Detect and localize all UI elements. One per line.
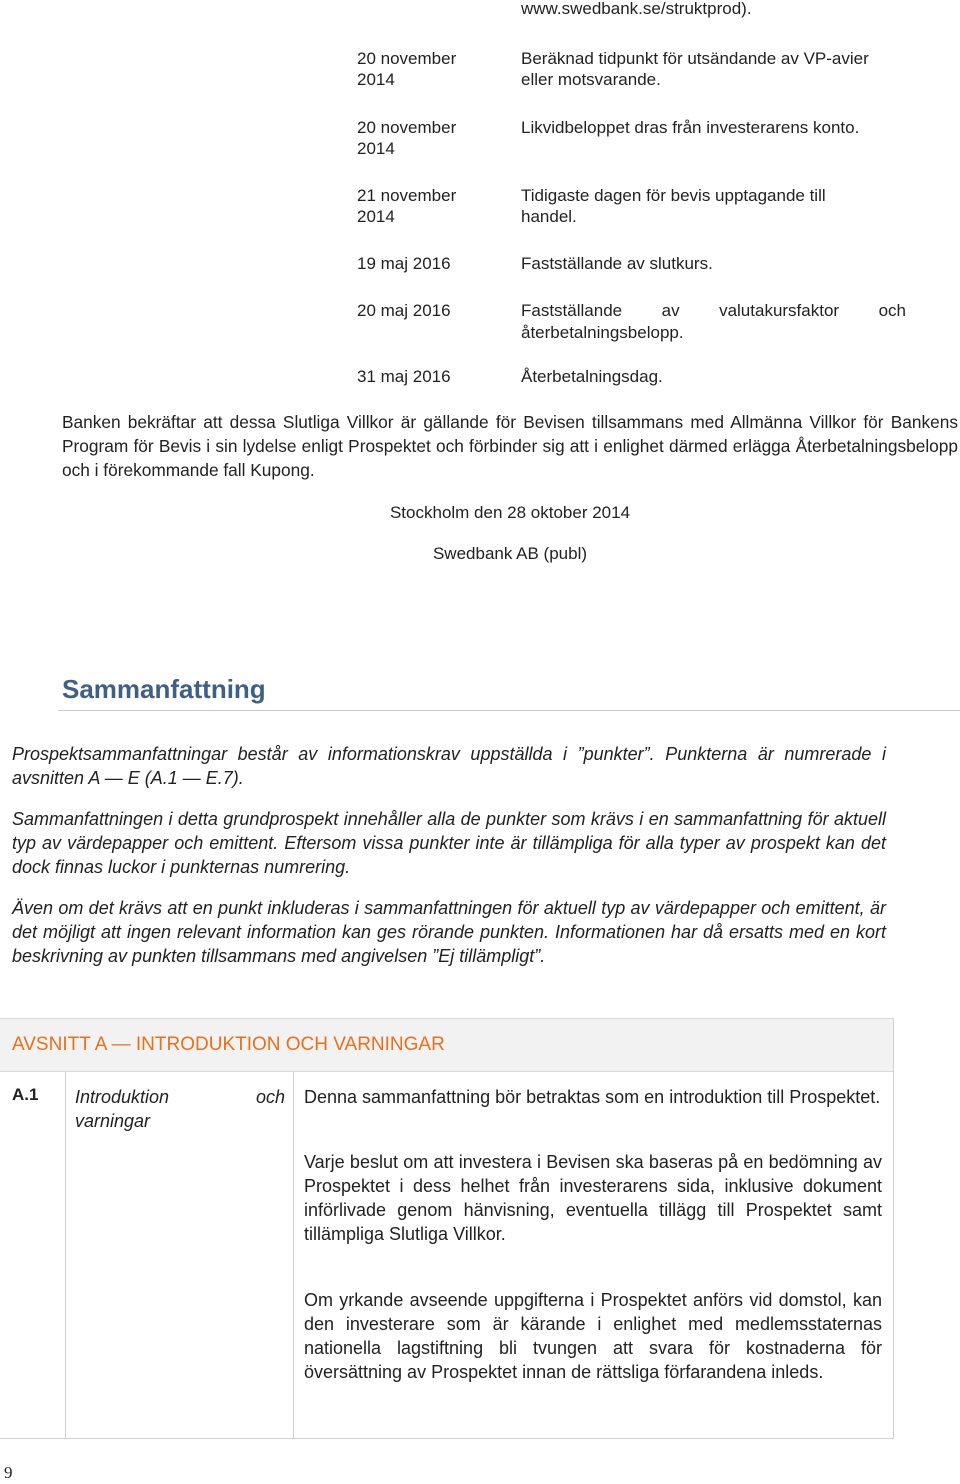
heading-divider (58, 710, 960, 711)
summary-paragraph-3: Även om det krävs att en punkt inkluderas i sammanfattningen för aktuell typ av värdepapper och emittent, är det möjligt att ingen relevant information kan ges rörande punkten. Informationen har då ersatts med en kort beskrivning av punkten tillsammans med angivelsen ”Ej tillämpligt”. (12, 898, 886, 966)
top-link-text: www.swedbank.se/struktprod). (521, 0, 752, 18)
confirmation-paragraph: Banken bekräftar att dessa Slutliga Villkor är gällande för Bevisen tillsammans med Allmänna Villkor för Bankens Program för Bevis i sin lydelse enligt Prospektet och förbinder sig att i enlighet därmed erlägga Återbetalningsbelopp och i förekommande fall Kupong. (62, 412, 958, 480)
row-title-word1: Introduktion (75, 1087, 170, 1107)
place-date: Stockholm den 28 oktober 2014 (389, 503, 631, 522)
page-number: 9 (4, 1463, 13, 1482)
summary-paragraph-1: Prospektsammanfattningar består av informationskrav uppställda i ”punkter”. Punkterna är numrerade i avsnitten A — E (A.1 — E.7). (12, 744, 886, 788)
schedule-date-1: 20 november 2014 (357, 49, 457, 89)
row-title-line2: varningar (75, 1111, 151, 1131)
row-id-a1: A.1 (12, 1085, 39, 1104)
schedule-desc-3: Tidigaste dagen för bevis upptagande till handel. (521, 186, 826, 226)
signatory: Swedbank AB (publ) (432, 544, 588, 563)
summary-paragraph-2: Sammanfattningen i detta grundprospekt innehåller alla de punkter som krävs i en sammanfattning för aktuell typ av värdepapper och emittent. Eftersom vissa punkter inte är tillämpliga för alla typer av prospekt kan det dock finnas luckor i punkternas numrering. (12, 809, 886, 877)
a1-paragraph-3: Om yrkande avseende uppgifterna i Prospektet anförs vid domstol, kan den investerare som är kärande i enlighet med medlemsstaternas nationella lagstiftning bli tvungen att svara för kostnaderna för översättning av Prospektet innan de rättsliga förfarandena inleds. (304, 1290, 882, 1382)
row-title-word2: och (255, 1087, 285, 1107)
schedule-date-6: 31 maj 2016 (357, 367, 451, 386)
schedule-date-5: 20 maj 2016 (357, 301, 451, 320)
schedule-desc-5-line1: Fastställande av valutakursfaktor och (521, 301, 906, 320)
table-col-divider-2 (293, 1071, 294, 1439)
table-bottom-border (0, 1438, 893, 1439)
schedule-date-3: 21 november 2014 (357, 186, 457, 226)
row-title-a1 (75, 1085, 285, 1133)
a1-paragraph-1: Denna sammanfattning bör betraktas som en introduktion till Prospektet. (304, 1087, 881, 1107)
schedule-desc-5-line2: återbetalningsbelopp. (521, 323, 684, 342)
summary-heading: Sammanfattning (62, 674, 266, 704)
schedule-desc-1: Beräknad tidpunkt för utsändande av VP-avier eller motsvarande. (521, 49, 869, 89)
table-right-border (893, 1018, 894, 1439)
schedule-desc-4: Fastställande av slutkurs. (521, 254, 713, 273)
schedule-desc-6: Återbetalningsdag. (521, 367, 663, 386)
schedule-desc-2: Likvidbeloppet dras från investerarens konto. (521, 118, 860, 137)
table-col-divider-1 (65, 1071, 66, 1439)
schedule-date-4: 19 maj 2016 (357, 254, 451, 273)
section-a-title: AVSNITT A — INTRODUKTION OCH VARNINGAR (12, 1034, 445, 1055)
schedule-date-2: 20 november 2014 (357, 118, 457, 158)
a1-paragraph-2: Varje beslut om att investera i Bevisen ska baseras på en bedömning av Prospektet i dess helhet från investerarens sida, inklusive dokument införlivade genom hänvisning, eventuella tillägg till Prospektet samt tillämpliga Slutliga Villkor. (304, 1152, 882, 1244)
